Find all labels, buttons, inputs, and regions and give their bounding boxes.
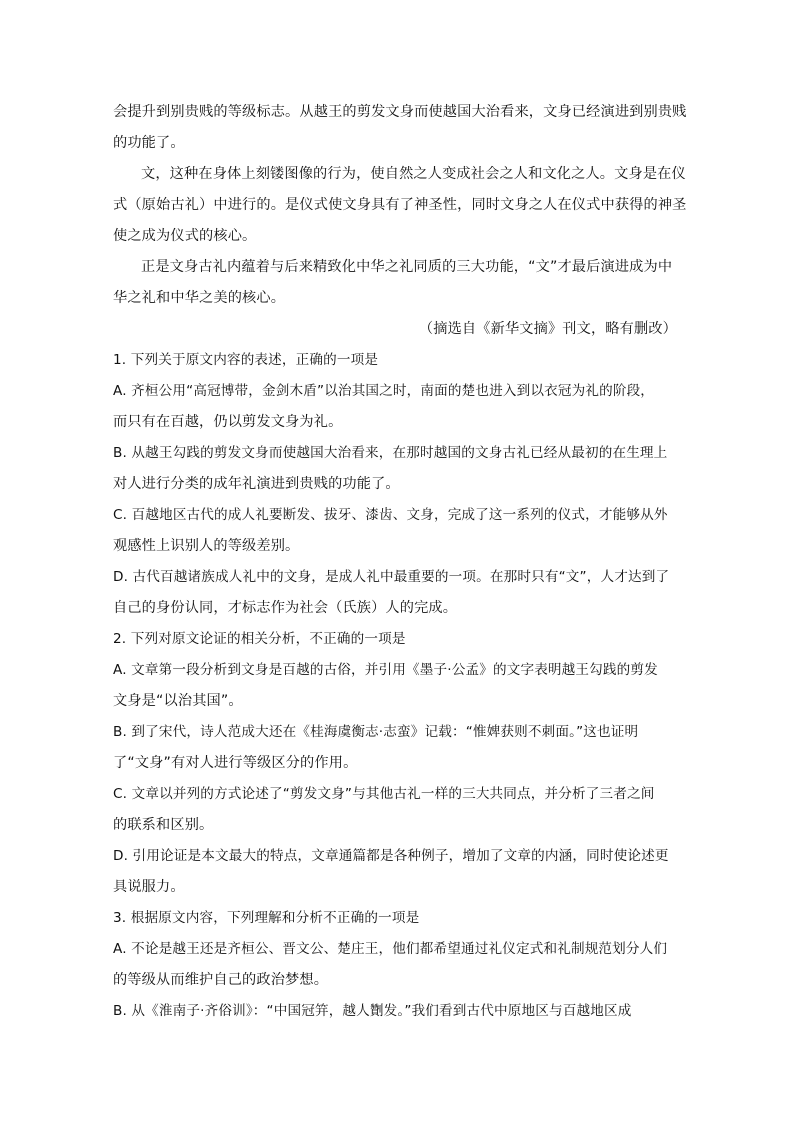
q3-option-b: B. 从《淮南子·齐俗训》：“中国冠笄，越人劗发。”我们看到古代中原地区与百越地区成 [113,1003,632,1019]
passage-line: 会提升到别贵贱的等级标志。从越王的剪发文身而使越国大治看来，文身已经演进到别贵贱 [113,104,687,120]
passage-line: 文，这种在身体上刻镂图像的行为，使自然之人变成社会之人和文化之人。文身是在仪 [141,166,686,182]
passage-line: 正是文身古礼内蕴着与后来精致化中华之礼同质的三大功能，“文”才最后演进成为中 [141,259,673,275]
question-3-stem: 3. 根据原文内容，下列理解和分析不正确的一项是 [113,910,420,926]
q2-option-c: C. 文章以并列的方式论述了“剪发文身”与其他古礼一样的三大共同点，并分析了三者之间 [113,786,655,802]
passage-line: 式（原始古礼）中进行的。是仪式使文身具有了神圣性，同时文身之人在仪式中获得的神圣 [113,197,687,213]
q1-option-a-cont: 而只有在百越，仍以剪发文身为礼。 [113,414,343,430]
q2-option-d: D. 引用论证是本文最大的特点，文章通篇都是各种例子，增加了文章的内涵，同时使论述更 [113,848,669,864]
q2-option-c-cont: 的联系和区别。 [113,817,214,833]
q1-option-c-cont: 观感性上识别人的等级差别。 [113,538,300,554]
q2-option-d-cont: 具说服力。 [113,879,185,895]
q1-option-d: D. 古代百越诸族成人礼中的文身，是成人礼中最重要的一项。在那时只有“文”，人才达到了 [113,569,670,585]
question-1-stem: 1. 下列关于原文内容的表述，正确的一项是 [113,352,379,368]
q2-option-a-cont: 文身是“以治其国”。 [113,693,243,709]
q1-option-b: B. 从越王勾践的剪发文身而使越国大治看来，在那时越国的文身古礼已经从最初的在生理上 [113,445,668,461]
source-citation: （摘选自《新华文摘》刊文，略有删改） [418,321,677,337]
q3-option-a: A. 不论是越王还是齐桓公、晋文公、楚庄王，他们都希望通过礼仪定式和礼制规范划分人们 [113,941,668,957]
q1-option-b-cont: 对人进行分类的成年礼演进到贵贱的功能了。 [113,476,400,492]
q2-option-b: B. 到了宋代，诗人范成大还在《桂海虞衡志·志蛮》记载：“惟婢获则不刺面。”这也证明 [113,724,639,740]
q2-option-b-cont: 了“文身”有对人进行等级区分的作用。 [113,755,358,771]
document-page [113,97,687,1027]
q1-option-a: A. 齐桓公用“高冠博带，金剑木盾”以治其国之时，南面的楚也进入到以衣冠为礼的阶段， [113,383,655,399]
passage-line: 的功能了。 [113,135,185,151]
passage-line: 华之礼和中华之美的核心。 [113,290,286,306]
passage-line: 使之成为仪式的核心。 [113,228,257,244]
q1-option-c: C. 百越地区古代的成人礼要断发、拔牙、漆齿、文身，完成了这一系列的仪式，才能够从外 [113,507,668,523]
q1-option-d-cont: 自己的身份认同，才标志作为社会（氏族）人的完成。 [113,600,458,616]
q3-option-a-cont: 的等级从而维护自己的政治梦想。 [113,972,329,988]
q2-option-a: A. 文章第一段分析到文身是百越的古俗，并引用《墨子·公孟》的文字表明越王勾践的剪发 [113,662,658,678]
question-2-stem: 2. 下列对原文论证的相关分析，不正确的一项是 [113,631,406,647]
